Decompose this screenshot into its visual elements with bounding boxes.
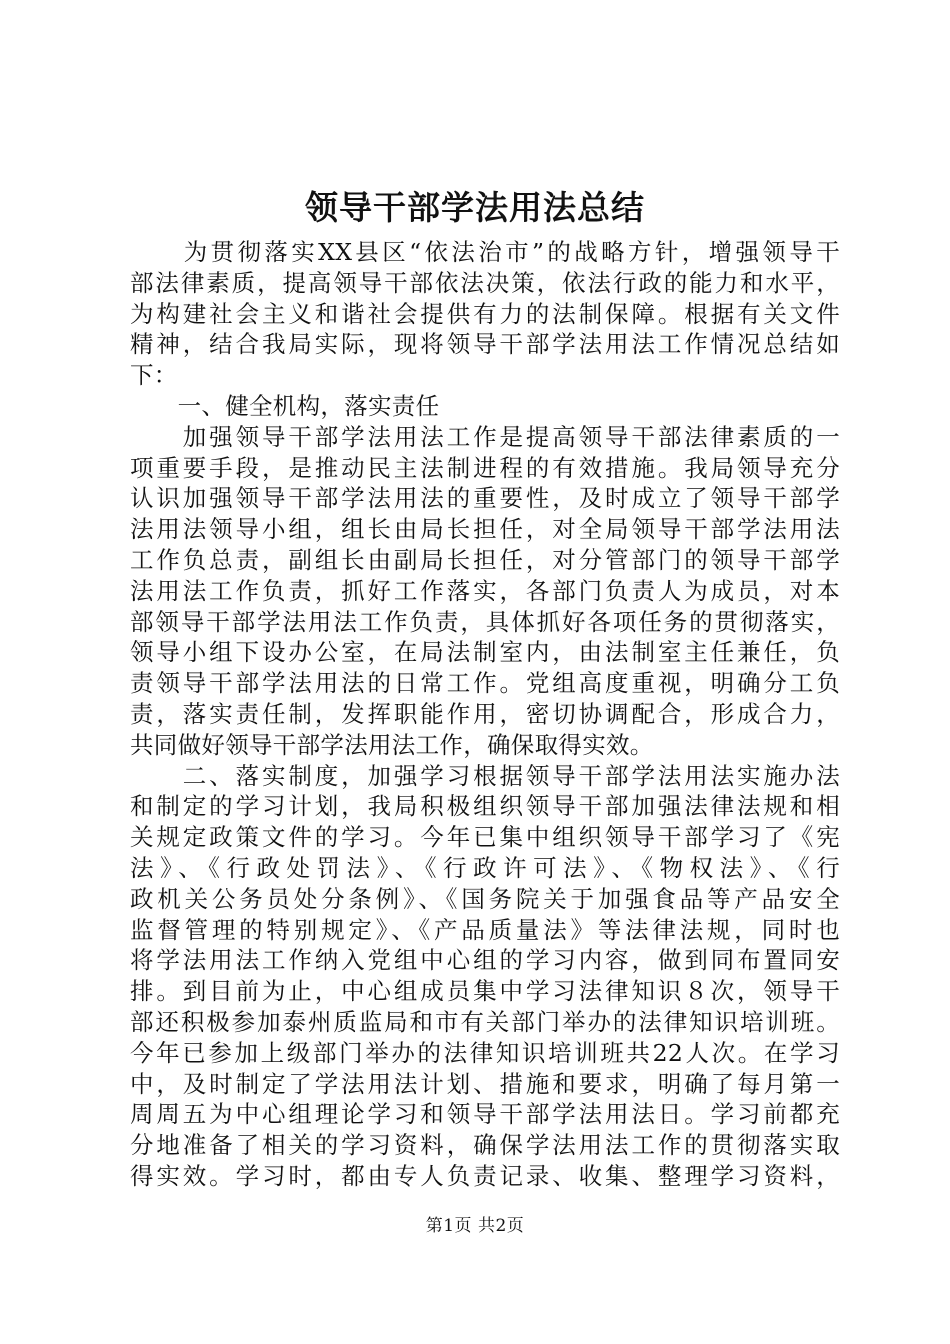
body-line: 政机关公务员处分条例》、《国务院关于加强食品等产品安全 bbox=[130, 884, 840, 913]
body-line: 监督管理的特别规定》、《产品质量法》等法律法规，同时也 bbox=[130, 915, 840, 944]
body-line: 共同做好领导干部学法用法工作，确保取得实效。 bbox=[130, 730, 654, 759]
body-line: 为贯彻落实XX县区“依法治市”的战略方针，增强领导干 bbox=[130, 238, 840, 266]
body-line: 今年已参加上级部门举办的法律知识培训班共22人次。在学习 bbox=[130, 1038, 840, 1067]
document-title: 领导干部学法用法总结 bbox=[305, 188, 645, 227]
page-footer: 第1页 共2页 bbox=[425, 1216, 525, 1236]
body-line: 关规定政策文件的学习。今年已集中组织领导干部学习了《宪 bbox=[130, 823, 840, 852]
body-line: 责领导干部学法用法的日常工作。党组高度重视，明确分工负 bbox=[130, 669, 840, 698]
body-line: 工作负总责，副组长由副局长担任，对分管部门的领导干部学 bbox=[130, 545, 840, 574]
body-line: 法用法工作负责，抓好工作落实，各部门负责人为成员，对本 bbox=[130, 576, 840, 605]
body-line: 认识加强领导干部学法用法的重要性，及时成立了领导干部学 bbox=[130, 484, 840, 513]
body-line: 项重要手段，是推动民主法制进程的有效措施。我局领导充分 bbox=[130, 453, 840, 482]
body-line: 为构建社会主义和谐社会提供有力的法制保障。根据有关文件 bbox=[130, 299, 840, 328]
body-line: 加强领导干部学法用法工作是提高领导干部法律素质的一 bbox=[130, 422, 840, 451]
body-line: 二、落实制度，加强学习根据领导干部学法用法实施办法 bbox=[130, 761, 840, 790]
body-line: 分地准备了相关的学习资料，确保学法用法工作的贯彻落实取 bbox=[130, 1131, 840, 1160]
body-line: 法用法领导小组，组长由局长担任，对全局领导干部学法用法 bbox=[130, 515, 840, 544]
document-body bbox=[130, 237, 840, 1192]
body-line: 法》、《行政处罚法》、《行政许可法》、《物权法》、《行 bbox=[130, 853, 840, 882]
body-line: 将学法用法工作纳入党组中心组的学习内容，做到同布置同安 bbox=[130, 946, 840, 975]
body-line: 周周五为中心组理论学习和领导干部学法用法日。学习前都充 bbox=[130, 1100, 840, 1129]
body-line: 排。到目前为止，中心组成员集中学习法律知识８次，领导干 bbox=[130, 977, 840, 1006]
body-line: 中，及时制定了学法用法计划、措施和要求，明确了每月第一 bbox=[130, 1069, 840, 1098]
body-line: 得实效。学习时，都由专人负责记录、收集、整理学习资料， bbox=[130, 1161, 840, 1190]
body-line: 部还积极参加泰州质监局和市有关部门举办的法律知识培训班。 bbox=[130, 1007, 840, 1036]
body-line: 精神，结合我局实际，现将领导干部学法用法工作情况总结如 bbox=[130, 330, 840, 359]
body-line: 下： bbox=[130, 361, 178, 390]
body-line: 和制定的学习计划，我局积极组织领导干部加强法律法规和相 bbox=[130, 792, 840, 821]
body-line: 领导小组下设办公室，在局法制室内，由法制室主任兼任，负 bbox=[130, 638, 840, 667]
body-line: 部法律素质，提高领导干部依法决策，依法行政的能力和水平， bbox=[130, 268, 840, 297]
body-line: 责，落实责任制，发挥职能作用，密切协调配合，形成合力， bbox=[130, 699, 840, 728]
body-line: 部领导干部学法用法工作负责，具体抓好各项任务的贯彻落实， bbox=[130, 607, 840, 636]
body-line: 一、健全机构，落实责任 bbox=[130, 391, 440, 420]
